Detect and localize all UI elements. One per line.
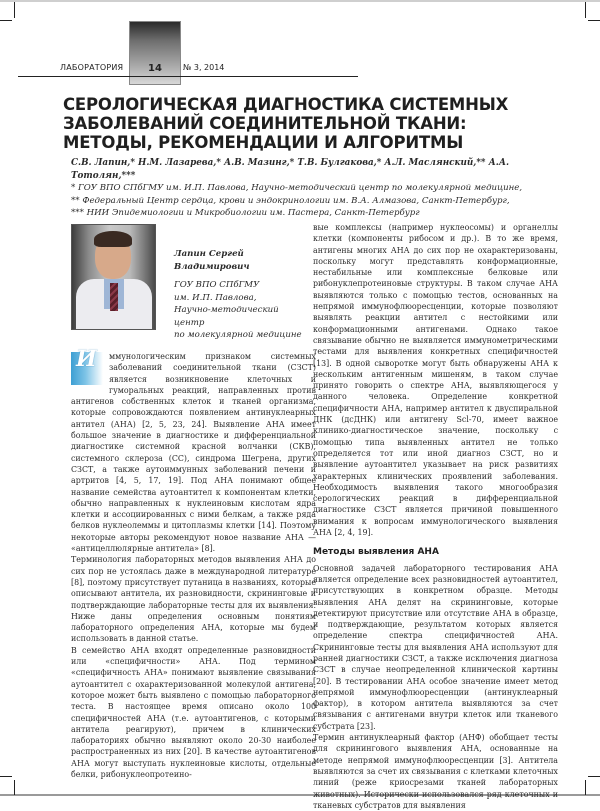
- crop-mark: [14, 780, 15, 795]
- affiliation: * ГОУ ВПО СПбГМУ им. И.П. Павлова, Научно-методический центр по молекулярной медицине,: [71, 183, 523, 193]
- paragraph: [71, 346, 316, 554]
- author-bio: [174, 248, 309, 342]
- right-column: [313, 222, 558, 811]
- article-title: [63, 95, 563, 152]
- running-head-rule: [18, 76, 358, 77]
- paragraph: Основной задачей лабораторного тестирования АНА является определение всех разновидностей аутоантител, присутствующих в конкретном образце. Методы выявления АНА делят на скрининговые, которые детектируют присутствие или отсутствие АНА в образце, и подтверждающие, результатом которых является определение спектра специфичностей АНА. Скрининговые тесты для выявления АНА используют для ранней диагностики СЗСТ, а также исключения диагноза СЗСТ в случае неопределенной клинической картины [20]. В тестировании АНА особое значение имеет метод непрямой иммунофлюоресценции (антинуклеарный фактор), в котором антитела выявляются за счет связывания с антигенами внутри клеток или тканевого субстрата [23].: [313, 563, 558, 731]
- title-line: МЕТОДЫ, РЕКОМЕНДАЦИИ И АЛГОРИТМЫ: [63, 133, 464, 152]
- title-line: ЗАБОЛЕВАНИЙ СОЕДИНИТЕЛЬНОЙ ТКАНИ:: [63, 114, 467, 133]
- dropcap-letter: И: [76, 346, 97, 372]
- affiliation: ** Федеральный Центр сердца, крови и эндокринологии им. В.А. Алмазова, Санкт-Петербург,: [71, 195, 510, 206]
- crop-mark: [0, 20, 12, 21]
- title-line: СЕРОЛОГИЧЕСКАЯ ДИАГНОСТИКА СИСТЕМНЫХ: [63, 95, 509, 114]
- bio-line: им. И.П. Павлова,: [174, 292, 257, 303]
- author-names: С.В. Лапин,* Н.М. Лазарева,* А.В. Мазинг,* Т.В. Булгакова,* А.Л. Маслянский,** А.А. Тотолян,***: [71, 158, 510, 181]
- paragraph: Термин антинуклеарный фактор (АНФ) обобщает тесты для скринингового выявления АНА, основанные на методе непрямой иммунофлюоресценции [3]. Антитела выявляются за счет их связывания с клетками клеточных линий (реже криосрезами тканей лабораторных животных). Исторически использовался ряд клеточных и тканевых субстратов для выявления: [313, 733, 558, 810]
- dropcap-icon: [71, 346, 103, 385]
- top-border: [0, 0, 600, 2]
- bio-name: Лапин Сергей Владимирович: [174, 249, 250, 272]
- crop-mark: [588, 20, 600, 21]
- left-column: [71, 346, 316, 780]
- crop-mark: [14, 2, 15, 18]
- crop-mark: [585, 2, 586, 18]
- paragraph: вые комплексы (например нуклеосомы) и органеллы клетки (компоненты рибосом и др.). В то же время, антигены многих АНА до сих пор не охарактеризованы, поскольку могут представлять конформационные, нестабильные или комплексные белковые или рибонуклепротеиновые структуры. В таком случае АНА выявляются только с помощью тестов, основанных на непрямой иммунофлюоресценции, которые позволяют выявлять реакции антител с нестойкими или конформационными антигенами. Однако такое связывание обычно не выявляется иммунометрическими тестами для выявления конкретных специфичностей [13]. В одной сыворотке могут быть обнаружены АНА к нескольким антигенным мишеням, в таком случае принято говорить о спектре АНА, выявляющегося у данного человека. Определение конкретной специфичности АНА, например антител к двуспиральной ДНК (дсДНК) или антигену Scl-70, имеет важное клинико-диагностическое значение, поскольку с помощью типа выявленных антител не только определяется тот или иной диагноз СЗСТ, но и выявление аутоантител указывает на риск развитиях характерных клинических проявлений заболевания. Необходимость выявления такого многообразия серологических реакций в дифференциальной диагностике СЗСТ является причиной повышенного внимания к вопросам иммунологического выявления АНА [2, 4, 19].: [313, 223, 558, 538]
- page-number: 14: [148, 63, 162, 74]
- issue-number: № 3, 2014: [183, 63, 225, 72]
- paragraph-text: ммунологическим признаком системных заболеваний соединительной ткани (СЗСТ) является возникновение клеточных и гуморальных реакций, направленных против антигенов собственных клеток и тканей организма, которые сопровождаются появлением антинуклеарных антител (АНА) [2, 5, 23, 24]. Выявление АНА имеет большое значение в диагностике и дифференциальной диагностике системной красной волчанки (СКВ), системного склероза (СС), синдрома Шегрена, других СЗСТ, а также аутоиммунных заболеваний печени и артритов [4, 5, 17, 19]. Под АНА понимают общее название семейства аутоантител к компонентам клетки, обычно направленных к нуклеиновым кислотам ядра клетки и ассоциированных с ними белкам, а также ряда белков нуклеолеммы и цитоплазмы клетки [14]. Поэтому некоторые авторы рекомендуют новое название АНА — «антицеллюлярные антитела» [8].: [71, 352, 316, 554]
- bio-line: по молекулярной медицине: [174, 330, 302, 340]
- authors-block: [71, 157, 561, 220]
- crop-mark: [585, 780, 586, 795]
- affiliation: *** НИИ Эпидемиологии и Микробиологии им. Пастера, Санкт-Петербург: [71, 208, 420, 218]
- photo-tie: [110, 283, 118, 311]
- bio-line: Научно-методический центр: [174, 305, 279, 328]
- paragraph: Терминология лабораторных методов выявления АНА до сих пор не устоялась даже в международной литературе [8], поэтому присутствует путаница в названиях, которые описывают антитела, их разновидности, скрининговые и подтверждающие лабораторные тесты для их выявления. Ниже даны определения основным понятиям лабораторного определения АНА, которые мы будем использовать в данной статье.: [71, 555, 316, 644]
- bio-line: ГОУ ВПО СПбГМУ: [174, 280, 260, 290]
- journal-section: ЛАБОРАТОРИЯ: [60, 63, 124, 72]
- crop-mark: [0, 776, 12, 777]
- photo-hair: [94, 231, 132, 247]
- section-heading: Методы выявления АНА: [313, 547, 439, 558]
- crop-mark: [588, 776, 600, 777]
- paragraph: В семейство АНА входят определенные разновидности или «специфичности» АНА. Под термином «специфичность АНА» понимают выявление связывания аутоантител с охарактеризованной молекулой антигена, которое может быть выявлено с помощью лабораторного теста. В настоящее время описано около 100 специфичностей АНА (т.е. аутоантигенов, с которыми антитела реагируют), причем в клинических лабораториях обычно выявляют около 20-30 наиболее распространенных из них [20]. В качестве аутоантигенов АНА могут выступать нуклеиновые кислоты, отдельные белки, рибонуклеопротеино-: [71, 645, 316, 779]
- author-photo: [71, 224, 156, 330]
